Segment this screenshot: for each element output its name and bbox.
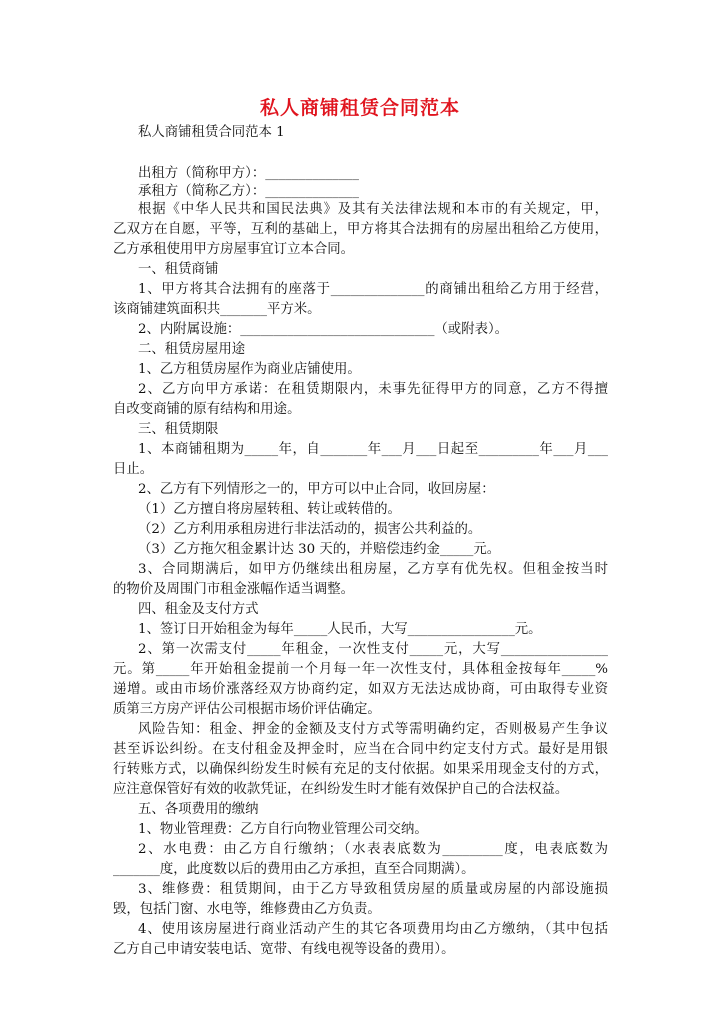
- paragraph-line: 毁，包括门窗、水电等，维修费由乙方负责。: [113, 902, 381, 917]
- list-item: （1）乙方擅自将房屋转租、转让或转借的。: [138, 502, 401, 517]
- paragraph-line: _______度，此度数以后的费用由乙方承担，直至合同期满）。: [113, 862, 475, 877]
- list-item: （2）乙方利用承租房进行非法活动的，损害公共利益的。: [138, 522, 482, 537]
- paragraph-line: 该商铺建筑面积共_______平方米。: [113, 302, 321, 317]
- risk-notice-line: 风险告知：租金、押金的金额及支付方式等需明确约定，否则极易产生争议: [138, 722, 608, 737]
- paragraph-line: 1、乙方租赁房屋作为商业店铺使用。: [138, 362, 361, 377]
- paragraph-line: 3、合同期满后，如甲方仍继续出租房屋，乙方享有优先权。但租金按当时: [138, 562, 608, 577]
- risk-notice-line: 甚至诉讼纠纷。在支付租金及押金时，应当在合同中约定支付方式。最好是用银: [113, 742, 608, 757]
- paragraph-line: 2、第一次需支付_____年租金，一次性支付_____元，大写________________: [138, 642, 608, 657]
- paragraph-line: 根据《中华人民共和国民法典》及其有关法律法规和本市的有关规定，甲，: [138, 202, 608, 217]
- paragraph-line: 1、签订日开始租金为每年_____人民币，大写________________元。: [138, 622, 542, 637]
- section-heading: 五、各项费用的缴纳: [138, 802, 259, 817]
- risk-notice-line: 行转账方式，以确保纠纷发生时候有充足的支付依据。如果采用现金支付的方式，: [113, 762, 608, 777]
- risk-notice-line: 应注意保管好有效的收款凭证，在纠纷发生时才能有效保护自己的合法权益。: [113, 782, 569, 797]
- paragraph-line: 4、使用该房屋进行商业活动产生的其它各项费用均由乙方缴纳，（其中包括: [138, 922, 608, 937]
- paragraph-line: 自改变商铺的原有结构和用途。: [113, 402, 301, 417]
- party-a-line: 出租方（简称甲方）：______________: [138, 166, 359, 181]
- section-heading: 三、租赁期限: [138, 422, 219, 437]
- paragraph-line: 1、本商铺租期为_____年，自_______年___月___日起至_________年___月___: [138, 442, 608, 457]
- paragraph-line: 乙方自己申请安装电话、宽带、有线电视等设备的费用）。: [113, 942, 455, 957]
- paragraph-line: 质第三方房产评估公司根据市场价评估确定。: [113, 702, 381, 717]
- paragraph-line: 递增。或由市场价涨落经双方协商约定，如双方无法达成协商，可由取得专业资: [113, 682, 608, 697]
- paragraph-line: 3、维修费：租赁期间，由于乙方导致租赁房屋的质量或房屋的内部设施损: [138, 882, 608, 897]
- paragraph-line: 乙方承租使用甲方房屋事宜订立本合同。: [113, 242, 355, 257]
- paragraph-line: 2、乙方有下列情形之一的，甲方可以中止合同，收回房屋：: [138, 482, 495, 497]
- section-heading: 一、租赁商铺: [138, 262, 219, 277]
- paragraph-line: 1、物业管理费：乙方自行向物业管理公司交纳。: [138, 822, 428, 837]
- paragraph-line: 元。第_____年开始租金提前一个月每一年一次性支付，具体租金按每年_____%: [113, 662, 608, 677]
- paragraph-line: 乙双方在自愿，平等，互利的基础上，甲方将其合法拥有的房屋出租给乙方使用，: [113, 222, 608, 237]
- paragraph-line: 2、内附属设施：_____________________________（或附表）。: [138, 322, 509, 337]
- section-heading: 四、租金及支付方式: [138, 602, 259, 617]
- party-b-line: 承租方（简称乙方）：______________: [138, 184, 359, 199]
- paragraph-line: 2、水电费：由乙方自行缴纳；（水表表底数为_________度，电表底数为: [138, 842, 608, 857]
- section-heading: 二、租赁房屋用途: [138, 342, 246, 357]
- paragraph-line: 2、乙方向甲方承诺：在租赁期限内，未事先征得甲方的同意，乙方不得擅: [138, 382, 608, 397]
- list-item: （3）乙方拖欠租金累计达 30 天的，并赔偿违约金_____元。: [138, 542, 501, 557]
- paragraph-line: 日止。: [113, 462, 154, 477]
- paragraph-line: 1、甲方将其合法拥有的座落于______________的商铺出租给乙方用于经营，: [138, 282, 608, 297]
- paragraph-line: 的物价及周围门市租金涨幅作适当调整。: [113, 582, 355, 597]
- document-subtitle: 私人商铺租赁合同范本 1: [138, 125, 285, 140]
- document-title: 私人商铺租赁合同范本: [259, 97, 460, 119]
